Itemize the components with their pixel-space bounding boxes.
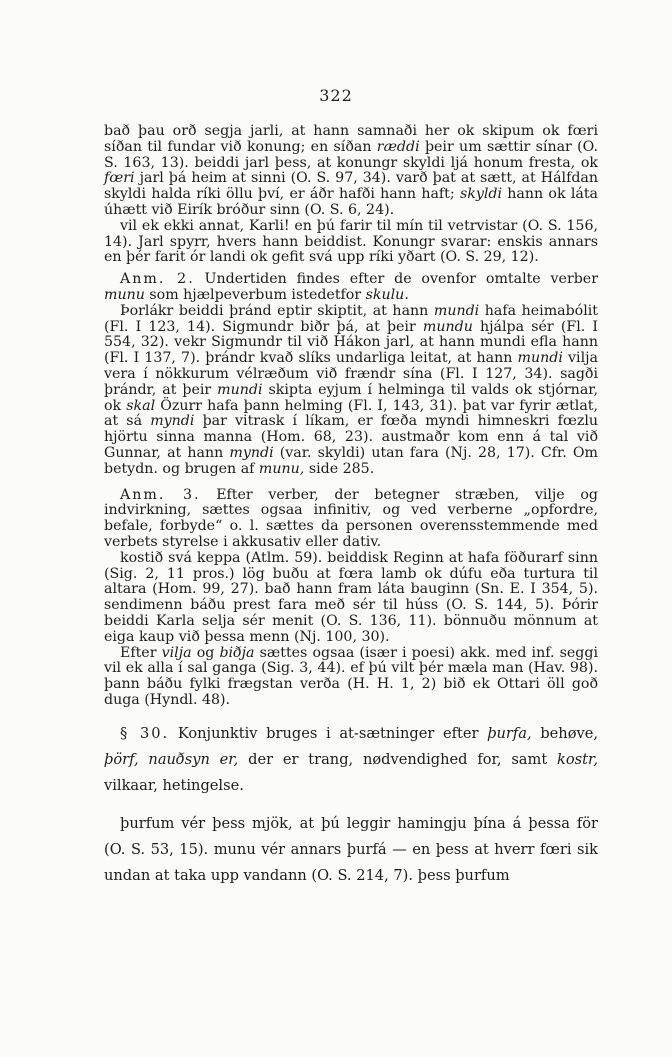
italic-term: mundi [517,350,563,367]
text-run: vilja vera í nökkurum vélræðum við frændr sína (Fl. I 127, 34). sagði þrándr, at þeir [104,350,598,398]
spaced-heading: Anm. 3. [120,486,201,503]
italic-term: mundu [422,318,473,335]
text-run: þar vitrask í líkam, er fœða myndi himneskri fœzlu hjörtu sinna manna (Hom. 68, 23). austmaðr kom enn á tal við Gunnar, at hann [104,413,598,461]
text-run: og [191,644,220,661]
italic-term: myndi [229,444,274,461]
text-run: hann ok láta úhætt við Eirík bróður sinn (O. S. 6, 24). [104,186,598,218]
paragraph [104,219,598,266]
text-column [104,124,598,889]
italic-term: vilja [161,644,192,661]
italic-term: skyldi [459,186,502,203]
paragraph [104,272,598,304]
text-run: Þorlákr beiddi þránd eptir skiptit, at hann [120,302,434,319]
text-run: Efter [120,644,162,661]
italic-term: munu [104,286,145,303]
text-run: bað þau orð segja jarli, at hann samnaði her ok skipum ok fœri síðan til fundar við konung; en síðan [104,123,598,155]
paragraph [104,124,598,219]
italic-term: fœri [104,170,135,187]
text-run: Konjunktiv bruges i at-sætninger efter [169,724,488,742]
text-run: jarl þá heim at sinni (O. S. 97, 34). varð þat at sætt, at Hálfdan skyldi halda ríki öllu því, er áðr hafði hann haft; [104,170,598,203]
text-run: Efter verber, der betegner stræben, vilje og indvirkning, sættes ogsaa infinitiv, og ved verberne „opfordre, befale, forbyde“ o. l. sættes da personen overensstemmende med verbets styrelse i akkusativ eller dativ. [104,486,598,550]
text-run: (var. skyldi) utan fara (Nj. 28, 17). Cfr. Om betydn. og brugen af [104,444,598,477]
paragraph [104,646,598,709]
italic-term: skal [126,397,156,414]
text-run: Undertiden findes efter de ovenfor omtalte verber [194,271,598,288]
section-paragraph [104,721,598,799]
text-run: vil ek ekki annat, Karli! en þú farir til mín til vetrvistar (O. S. 156, 14). Jarl spyrr, hvers hann beiddist. Konungr svarar: enskis annars en þér farit ór landi ok gefit svá upp ríki yðart (O. S. 29, 12). [104,217,598,266]
text-run: vilkaar, hetingelse. [104,776,244,794]
italic-term: myndi [150,413,195,430]
italic-term: skulu. [365,286,409,303]
italic-term: þörf, nauðsyn er, [104,750,239,768]
text-run: behøve, [531,724,599,742]
italic-term: þurfa, [487,724,532,742]
paragraph [104,304,598,478]
text-run: hjálpa sér (Fl. I 554, 32). vekr Sigmundr til við Hákon jarl, at hann mundi efla hann (Fl. I 137, 7). þrándr kvað slíks undarliga leitat, at hann [104,318,598,367]
paragraph [104,488,598,551]
text-run: sættes ogsaa (især i poesi) akk. med inf. seggi vil ek alla í sal ganga (Sig. 3, 44). ef þú vilt þér mæla man (Hav. 98). þann báðu fylki frægstan verða (H. H. 1, 2) bið ek Ottari öll goð duga (Hyndl. 48). [104,644,598,708]
italic-term: mundi [433,302,480,319]
text-run: der er trang, nødvendighed for, samt [238,750,558,768]
spaced-heading: Anm. 2. [120,271,195,288]
text-run: side 285. [304,460,375,477]
italic-term: biðja [219,644,255,661]
italic-term: munu, [258,460,305,477]
italic-term: mundi [217,381,263,398]
text-run: Özurr hafa þann helming (Fl. I, 143, 31). þat var fyrir ætlat, at sá [104,397,598,430]
text-run: kostið svá keppa (Atlm. 59). beiddisk Reginn at hafa föðurarf sinn (Sig. 2, 11 pros.) lög buðu at fœra lamb ok dúfu eða turtura til altara (Hom. 99, 27). bað hann fram láta bauginn (Sn. E. I 354, 5). sendimenn báðu prest fara með sér til húss (O. S. 144, 5). Þórir beiddi Karla selja sér menit (O. S. 136, 11). bönnuðu mönnum at eiga kaup við þessa menn (Nj. 100, 30). [104,549,598,645]
italic-term: ræddi [376,138,420,155]
spaced-heading: § 30. [120,724,170,742]
text-run: skipta eyjum í helminga til valds ok stjórnar, ok [104,381,599,414]
text-run: som hjælpeverbum istedetfor [144,286,366,303]
text-run: þeir um sættir sínar (O. S. 163, 13). beiddi jarl þess, at konungr skyldi ljá honum fresta, ok [104,138,598,171]
paragraph [104,551,598,646]
italic-term: kostr, [557,750,599,768]
text-run: hafa heimabólit (Fl. I 123, 14). Sigmundr biðr þá, at þeir [104,302,598,335]
page-number: 322 [319,86,353,105]
paragraph [104,811,598,889]
text-run: þurfum vér þess mjök, at þú leggir hamingju þína á þessa för (O. S. 53, 15). munu vér annars þurfá — en þess at hverr fœri sik undan at taka upp vandann (O. S. 214, 7). þess þurfum [104,814,598,884]
